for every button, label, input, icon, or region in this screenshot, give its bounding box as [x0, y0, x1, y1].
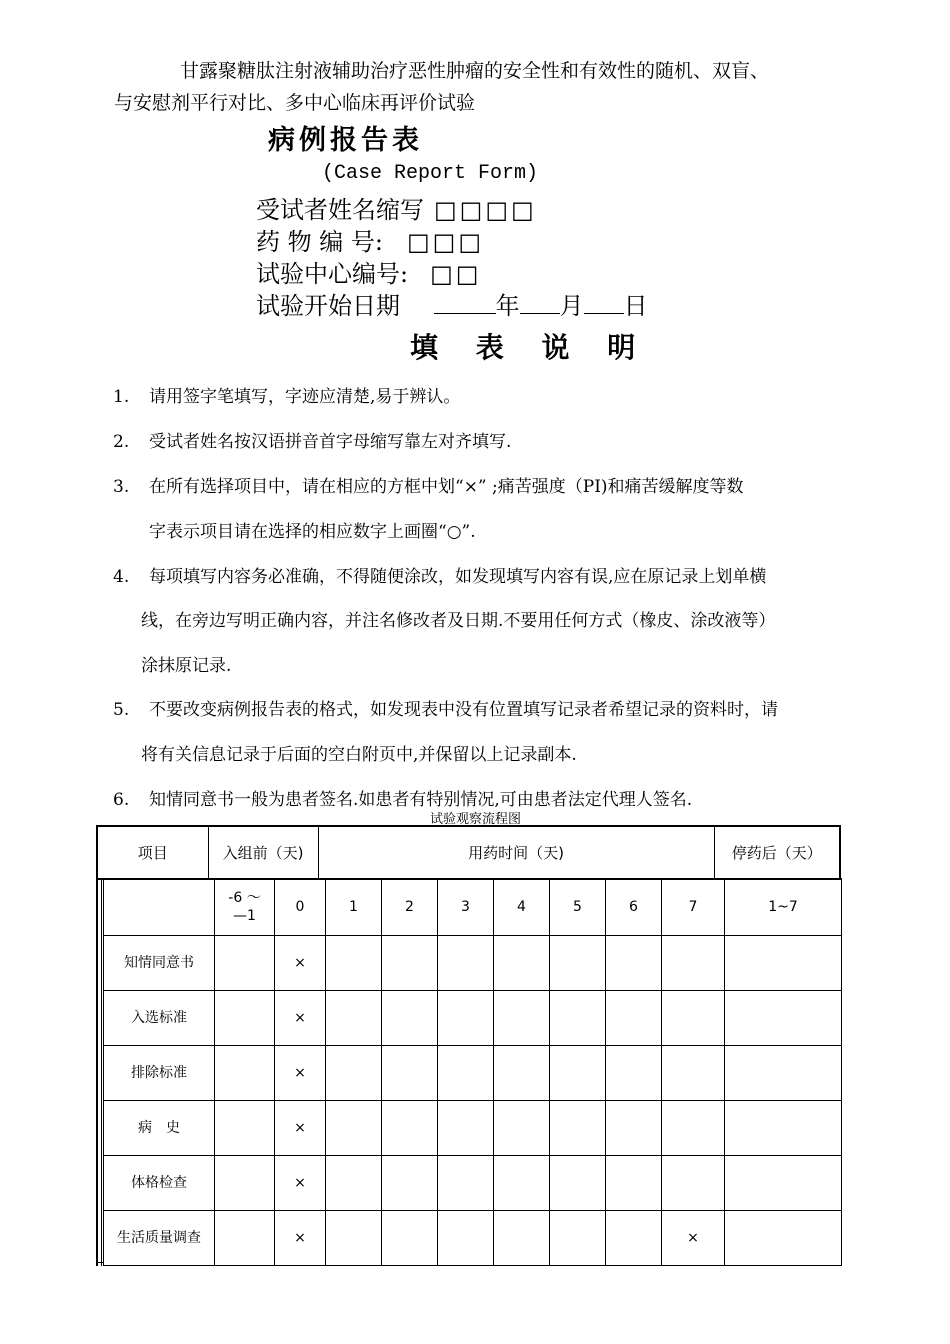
cell[interactable]: [725, 936, 842, 991]
day-label: 5: [550, 879, 606, 936]
cell[interactable]: ×: [275, 1046, 326, 1101]
table-row: [104, 936, 842, 991]
center-number-label: 试验中心编号:: [256, 260, 409, 288]
day-label: 1~7: [725, 879, 842, 936]
study-title-line-1: 甘露聚糖肽注射液辅助治疗恶性肿瘤的安全性和有效性的随机、双盲、: [180, 60, 770, 82]
cell[interactable]: [725, 1046, 842, 1101]
header-dosing: 用药时间（天): [318, 826, 714, 879]
cell[interactable]: [326, 1211, 382, 1266]
instruction-item: 1. 请用签字笔填写，字迹应清楚,易于辨认。: [113, 387, 461, 407]
cell[interactable]: [326, 991, 382, 1046]
start-date-label: 试验开始日期: [256, 292, 400, 320]
cell[interactable]: [662, 1101, 725, 1156]
cell[interactable]: [215, 991, 275, 1046]
day-label: 4: [494, 879, 550, 936]
subject-initials-field: [256, 190, 537, 225]
row-label: 体格检查: [104, 1156, 215, 1211]
row-label: 排除标准: [104, 1046, 215, 1101]
subject-initials-boxes[interactable]: □□□□: [434, 196, 537, 224]
instruction-item: 4. 每项填写内容务必准确，不得随便涂改，如发现填写内容有误,应在原记录上划单横: [113, 567, 767, 587]
cell[interactable]: [494, 1156, 550, 1211]
cell[interactable]: [215, 1156, 275, 1211]
day-label: 6: [606, 879, 662, 936]
day-label: 3: [438, 879, 494, 936]
instruction-item: 5. 不要改变病例报告表的格式，如发现表中没有位置填写记录者希望记录的资料时，请: [113, 700, 778, 720]
cell[interactable]: [494, 1101, 550, 1156]
cell[interactable]: [494, 1046, 550, 1101]
cell[interactable]: [550, 1046, 606, 1101]
table-row: [104, 1046, 842, 1101]
instruction-item-continued: 线，在旁边写明正确内容，并注名修改者及日期.不要用任何方式（橡皮、涂改液等）: [141, 611, 776, 631]
cell[interactable]: [326, 1101, 382, 1156]
cell[interactable]: [606, 991, 662, 1046]
instructions-heading: 填 表 说 明: [410, 331, 650, 364]
cell[interactable]: ×: [275, 1211, 326, 1266]
day-label: 0: [275, 879, 326, 936]
cell[interactable]: [438, 1101, 494, 1156]
instruction-item-continued: 字表示项目请在选择的相应数字上画圈“○”.: [149, 522, 476, 542]
cell[interactable]: [662, 936, 725, 991]
cell[interactable]: [494, 1211, 550, 1266]
cell[interactable]: [382, 1101, 438, 1156]
cell[interactable]: [382, 936, 438, 991]
cell[interactable]: [550, 991, 606, 1046]
cell[interactable]: ×: [275, 1101, 326, 1156]
start-date-field: [256, 286, 648, 321]
drug-number-boxes[interactable]: □□□: [406, 228, 485, 256]
blank-corner: [104, 879, 215, 936]
form-title: 病例报告表: [268, 125, 423, 156]
row-label: 生活质量调查: [104, 1211, 215, 1266]
table-row: [104, 1101, 842, 1156]
cell[interactable]: [550, 936, 606, 991]
day-unit: 日: [623, 292, 648, 320]
instruction-item: 6. 知情同意书一般为患者签名.如患者有特别情况,可由患者法定代理人签名.: [113, 790, 693, 810]
instruction-item-continued: 将有关信息记录于后面的空白附页中,并保留以上记录副本.: [141, 745, 577, 765]
cell[interactable]: [550, 1211, 606, 1266]
month-unit: 月: [559, 292, 584, 320]
cell[interactable]: [215, 1046, 275, 1101]
cell[interactable]: [382, 991, 438, 1046]
drug-number-field: [256, 222, 484, 257]
year-unit: 年: [495, 292, 520, 320]
cell[interactable]: [662, 1156, 725, 1211]
subject-initials-label: 受试者姓名缩写: [256, 196, 424, 224]
study-title-line-2: 与安慰剂平行对比、多中心临床再评价试验: [114, 92, 476, 114]
cell[interactable]: [725, 1156, 842, 1211]
cell[interactable]: [438, 1156, 494, 1211]
month-blank[interactable]: [520, 291, 560, 314]
cell[interactable]: [606, 936, 662, 991]
cell[interactable]: [606, 1211, 662, 1266]
table-corner-mark: [96, 1262, 104, 1263]
day-blank[interactable]: [584, 291, 624, 314]
cell[interactable]: [662, 991, 725, 1046]
instruction-item: 3. 在所有选择项目中，请在相应的方框中划“×” ;痛苦强度（PI)和痛苦缓解度等数: [113, 477, 744, 497]
cell[interactable]: [438, 991, 494, 1046]
cell[interactable]: [438, 936, 494, 991]
table-left-border: [96, 878, 102, 1266]
cell[interactable]: [494, 936, 550, 991]
cell[interactable]: [606, 1046, 662, 1101]
row-label: 知情同意书: [104, 936, 215, 991]
table-row: [104, 1156, 842, 1211]
cell[interactable]: [725, 1101, 842, 1156]
cell[interactable]: [326, 936, 382, 991]
cell[interactable]: [382, 1156, 438, 1211]
cell[interactable]: [494, 991, 550, 1046]
cell[interactable]: [382, 1046, 438, 1101]
day-label: 2: [382, 879, 438, 936]
flowchart-header: [96, 825, 841, 880]
cell[interactable]: ×: [275, 991, 326, 1046]
instruction-item-continued: 涂抹原记录.: [141, 656, 232, 676]
cell[interactable]: [215, 1101, 275, 1156]
cell[interactable]: [550, 1101, 606, 1156]
cell[interactable]: [606, 1101, 662, 1156]
cell[interactable]: [326, 1156, 382, 1211]
cell[interactable]: [215, 1211, 275, 1266]
cell[interactable]: [725, 1211, 842, 1266]
cell[interactable]: [438, 1211, 494, 1266]
cell[interactable]: [382, 1211, 438, 1266]
day-label: -6 ～ —1: [215, 879, 275, 936]
cell[interactable]: [550, 1156, 606, 1211]
form-subtitle: (Case Report Form): [322, 162, 539, 185]
table-row: [104, 1211, 842, 1266]
cell[interactable]: ×: [662, 1211, 725, 1266]
cell[interactable]: ×: [275, 1156, 326, 1211]
day-label: 7: [662, 879, 725, 936]
day-header-row: [104, 879, 842, 936]
center-number-field: [256, 254, 481, 289]
cell[interactable]: ×: [275, 936, 326, 991]
header-post: 停药后（天）: [714, 826, 840, 879]
cell[interactable]: [662, 1046, 725, 1101]
center-number-boxes[interactable]: □□: [430, 260, 482, 288]
flowchart-table: [103, 878, 842, 1266]
header-item: 项目: [97, 826, 208, 879]
row-label: 入选标准: [104, 991, 215, 1046]
row-label: 病 史: [104, 1101, 215, 1156]
cell[interactable]: [725, 991, 842, 1046]
flowchart-caption: 试验观察流程图: [430, 812, 522, 827]
instruction-item: 2. 受试者姓名按汉语拼音首字母缩写靠左对齐填写.: [113, 432, 512, 452]
day-label: 1: [326, 879, 382, 936]
header-pre: 入组前（天): [208, 826, 318, 879]
cell[interactable]: [326, 1046, 382, 1101]
cell[interactable]: [438, 1046, 494, 1101]
cell[interactable]: [606, 1156, 662, 1211]
drug-number-label: 药 物 编 号:: [256, 228, 383, 256]
table-row: [104, 991, 842, 1046]
year-blank[interactable]: [434, 291, 496, 314]
cell[interactable]: [215, 936, 275, 991]
